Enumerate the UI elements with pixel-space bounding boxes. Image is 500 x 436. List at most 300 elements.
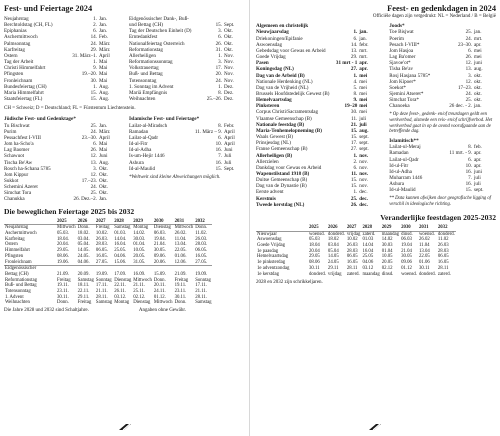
holiday-month: mei bbox=[474, 47, 482, 54]
holiday-month: okt. bbox=[474, 90, 482, 97]
holiday-name: Gebedsdag voor Gewas en Arbeid bbox=[256, 47, 326, 54]
table-cell: 26.11. bbox=[114, 289, 127, 295]
table-cell: 2028 bbox=[361, 225, 380, 231]
list-item bbox=[4, 196, 121, 202]
table-cell: 01.04. bbox=[133, 242, 146, 248]
table-cell: Buß- und Bettag bbox=[5, 283, 37, 289]
holiday-day: 8. bbox=[218, 122, 222, 129]
holiday-name: Berchtoldstag (CH, FL) bbox=[4, 22, 53, 29]
table-cell: 30.11 bbox=[309, 265, 320, 271]
table-cell: vrijdag bbox=[346, 231, 361, 237]
table-cell: 28.03. bbox=[95, 242, 108, 248]
table-cell: 21.11. bbox=[195, 289, 208, 295]
table-cell: 21.11. bbox=[133, 283, 146, 289]
table-cell: 20.04 bbox=[309, 248, 320, 254]
table-cell: donderd. bbox=[437, 231, 455, 237]
table-cell: 18.04 bbox=[309, 243, 320, 249]
holiday-month: sept. bbox=[474, 187, 484, 194]
islamic-list bbox=[129, 123, 246, 172]
table-cell: 30.03. bbox=[133, 236, 146, 242]
table-cell: vrijdag bbox=[327, 271, 342, 277]
holiday-month: Juni bbox=[99, 153, 108, 160]
table-cell: 11.02. bbox=[195, 231, 208, 237]
holiday-name: Maria-Tenhemelopneming (B) bbox=[256, 127, 322, 134]
table-cell: 10.02. bbox=[95, 231, 108, 237]
table-cell: 02.12 bbox=[381, 265, 393, 271]
holiday-day: 17. bbox=[215, 65, 222, 72]
table-cell: 13.04 bbox=[418, 248, 430, 254]
holiday-name: Corpus Christi/Sacramentsdag bbox=[256, 109, 319, 116]
table-cell: 26.03 bbox=[437, 243, 449, 249]
table-cell: 1e paasdag bbox=[257, 248, 279, 254]
holiday-name: Jom Kippur bbox=[4, 171, 29, 178]
table-cell: 15.09. bbox=[153, 271, 166, 277]
table-cell: Himmelfahrt bbox=[5, 248, 30, 254]
holiday-name: Jom ha-Scho'a bbox=[4, 141, 34, 148]
holiday-month: Okt. bbox=[224, 46, 233, 53]
holiday-name: Waals Gewest (B) bbox=[256, 134, 293, 141]
table-cell: 25.05. bbox=[114, 248, 127, 254]
table-cell: 14.02. bbox=[133, 231, 146, 237]
table-cell: 17.11. bbox=[95, 283, 108, 289]
holiday-day: 6. bbox=[468, 47, 472, 54]
holiday-month: Okt. bbox=[99, 165, 108, 172]
table-cell: 01.04 bbox=[381, 248, 393, 254]
german-holidays-col2 bbox=[125, 16, 246, 102]
holiday-name: Chanoeka bbox=[389, 103, 410, 110]
table-cell: 17.09. bbox=[114, 271, 127, 277]
table-cell: 03.12 bbox=[362, 265, 374, 271]
table-cell: Mittwoch bbox=[174, 225, 194, 231]
table-cell: Aswoensdag bbox=[257, 237, 282, 243]
table-cell: 28.03 bbox=[346, 248, 358, 254]
holiday-name: Sjemini Atseret* bbox=[389, 90, 424, 97]
holiday-month: okt. bbox=[474, 84, 482, 91]
holiday-month: Nov. bbox=[224, 77, 234, 84]
table-cell: 01.12. bbox=[153, 294, 166, 300]
table-cell: 05.04 bbox=[327, 248, 339, 254]
holiday-name: Wapenstilstand 1918 (B) bbox=[256, 171, 310, 177]
holiday-month: sept. bbox=[359, 146, 369, 153]
holiday-day: 24. bbox=[465, 35, 472, 42]
holiday-name: Chanukka bbox=[4, 196, 25, 203]
table-cell: 16.09. bbox=[133, 271, 146, 277]
holiday-month: Dez. bbox=[224, 89, 234, 96]
table-cell: Montag bbox=[133, 225, 149, 231]
table-cell: 05.03 bbox=[309, 237, 320, 243]
holiday-month: apr. bbox=[474, 41, 482, 48]
table-cell: Montag bbox=[114, 300, 130, 306]
holiday-name: Bundesfeiertag (CH) bbox=[4, 83, 47, 90]
holiday-month: juni bbox=[474, 168, 482, 175]
holiday-day: 13. bbox=[465, 66, 472, 73]
dutch-subtitle: Officiële dagen zijn vetgedrukt: NL = Nederland / B = België bbox=[372, 14, 496, 19]
holiday-month: Nov. bbox=[224, 52, 234, 59]
holiday-day: 25. bbox=[90, 122, 97, 129]
holiday-day: 7. bbox=[468, 175, 472, 181]
table-cell: 10.05 bbox=[381, 254, 393, 260]
table-cell: Freitag bbox=[77, 300, 92, 306]
holiday-name: Tag der Arbeit bbox=[4, 59, 34, 66]
holiday-month: Mai bbox=[99, 147, 108, 154]
holiday-month: Okt. bbox=[99, 190, 108, 197]
holiday-month: juni bbox=[474, 60, 482, 67]
general-section bbox=[256, 23, 386, 208]
table-cell: donderd. bbox=[327, 231, 345, 237]
table-cell: 2030 bbox=[400, 225, 418, 231]
table-cell: 2028 bbox=[113, 219, 132, 225]
table-cell: Sonntag bbox=[195, 277, 211, 283]
holiday-day: 2. bbox=[353, 158, 358, 165]
variable-title: Veranderlijke feestdagen 2025-2032 bbox=[380, 212, 496, 222]
dutch-title: Feest- en gedenkdagen in 2024 bbox=[387, 4, 496, 13]
holiday-day: 25.–26. bbox=[206, 96, 222, 103]
table-cell: 28.03. bbox=[195, 242, 208, 248]
holiday-day: 1. bbox=[353, 72, 358, 79]
table-row bbox=[256, 272, 456, 278]
table-cell: 08.06. bbox=[57, 253, 69, 259]
holiday-name: Mariä Empfängnis bbox=[129, 89, 168, 96]
table-cell: 11.02 bbox=[437, 237, 449, 243]
holiday-month: nov. bbox=[359, 164, 368, 171]
holiday-day: 19–20 bbox=[344, 103, 358, 110]
holiday-day: 26. bbox=[465, 54, 472, 61]
holiday-month: mei bbox=[359, 109, 367, 116]
holiday-day: 29. bbox=[90, 46, 97, 53]
holiday-month: Mai bbox=[99, 59, 108, 66]
table-cell: donderd. bbox=[418, 271, 436, 277]
holiday-month: April bbox=[99, 134, 110, 141]
table-cell: Dienstag bbox=[114, 277, 132, 283]
table-cell: Aschermittwoch bbox=[5, 231, 37, 237]
holiday-day: 1. bbox=[218, 83, 222, 90]
table-cell: 14.04 bbox=[362, 243, 374, 249]
table-cell: Bettag (CH) bbox=[5, 271, 29, 277]
table-cell: 06.05 bbox=[437, 254, 449, 260]
table-cell: 28.03 bbox=[437, 248, 449, 254]
table-cell: Reformationstag bbox=[5, 277, 37, 283]
table-cell: 27.05. bbox=[195, 259, 208, 265]
holiday-day: 26. Dez.–2. bbox=[73, 196, 97, 203]
holiday-day: 23–30. bbox=[457, 41, 472, 48]
holiday-day: 6. bbox=[468, 156, 472, 163]
table-cell: 13.04. bbox=[174, 242, 187, 248]
jewish-title: Jüdische Fest- und Gedenktage* bbox=[4, 116, 76, 123]
holiday-day: 12. bbox=[90, 171, 97, 178]
holiday-day: 6. bbox=[353, 35, 358, 42]
holiday-name: Allerheiligen bbox=[129, 52, 156, 59]
holiday-name: Reformationssonntag bbox=[129, 59, 173, 66]
holiday-name: Brussels Hoofdstedelijk Gewest (B) bbox=[256, 90, 330, 97]
holiday-day: 30. bbox=[90, 77, 97, 84]
holiday-name: Erntedankfest bbox=[129, 34, 158, 41]
table-cell: 1e pinksterdag bbox=[257, 260, 286, 266]
holiday-month: Okt. bbox=[99, 184, 108, 191]
holiday-day: 15. bbox=[90, 96, 97, 103]
table-cell: 21.04 bbox=[401, 248, 412, 254]
holiday-month: juli bbox=[474, 181, 481, 188]
table-cell: 15.06. bbox=[114, 259, 127, 265]
table-cell: 06.05. bbox=[195, 248, 208, 254]
holiday-name: Id-al-Fitr bbox=[129, 141, 148, 148]
holiday-month: Sept. bbox=[224, 165, 235, 172]
holiday-month: juli bbox=[359, 121, 367, 128]
table-cell: Samstag bbox=[114, 225, 131, 231]
table-cell: 16.05. bbox=[195, 253, 208, 259]
holiday-name: Allerheiligen (B) bbox=[256, 152, 293, 159]
holiday-name: Lag Baomer bbox=[4, 147, 30, 154]
table-cell: 30.05 bbox=[401, 254, 412, 260]
table-cell: Karfreitag bbox=[5, 236, 25, 242]
table-cell: woensd. bbox=[418, 231, 435, 237]
holiday-month: Okt. bbox=[99, 171, 108, 178]
table-cell: 1. Advent bbox=[5, 294, 24, 300]
holiday-name: Pinksteren bbox=[256, 103, 280, 110]
holiday-month: okt. bbox=[474, 97, 482, 104]
holiday-month: Aug. bbox=[99, 159, 110, 166]
table-cell: Donn. bbox=[195, 225, 208, 231]
table-cell: Weihnachten bbox=[5, 300, 30, 306]
table-cell: woensd. bbox=[309, 231, 325, 237]
holiday-month: mei bbox=[359, 103, 368, 110]
table-cell: Fronleichnam bbox=[5, 259, 32, 265]
holiday-day: 13. bbox=[350, 47, 358, 54]
holiday-name: Palmsonntag bbox=[4, 40, 31, 47]
holiday-name: Ramadan bbox=[389, 150, 409, 157]
holiday-month: Okt. bbox=[224, 34, 233, 41]
holiday-name: Tu Bischwat bbox=[4, 122, 30, 129]
table-cell: 24.11. bbox=[153, 289, 166, 295]
holiday-month: Mai bbox=[99, 77, 108, 84]
table-cell: 26.03. bbox=[95, 236, 108, 242]
islamic-nl-list bbox=[389, 144, 496, 193]
holiday-month: Juli bbox=[224, 153, 232, 160]
holiday-day: 27. bbox=[350, 66, 358, 73]
table-cell: 09.06. bbox=[153, 253, 166, 259]
holiday-day: 6. bbox=[93, 28, 97, 35]
table-cell: 28.11 bbox=[437, 265, 449, 271]
holiday-month: April bbox=[99, 52, 110, 59]
holiday-month: Sept. bbox=[224, 22, 235, 29]
leap-note: Die Jahre 2028 und 2032 sind Schaltjahre. bbox=[4, 308, 89, 314]
holiday-day: 10. bbox=[215, 141, 222, 148]
no-guarantee-note: Angaben ohne Gewähr. bbox=[138, 308, 186, 314]
holiday-name: Lailat-ul-Meraj bbox=[389, 144, 421, 151]
holiday-name: Sjavoe'ot* bbox=[389, 60, 411, 67]
table-cell: 12.06. bbox=[174, 259, 187, 265]
table-cell: 28.11. bbox=[195, 294, 208, 300]
holiday-name: Tweede kerstdag (NL) bbox=[256, 201, 305, 208]
holiday-month: aug. bbox=[359, 127, 369, 134]
table-cell: Ostern bbox=[5, 242, 18, 248]
table-cell: 18.02. bbox=[77, 231, 90, 237]
holiday-day: 15. bbox=[215, 165, 222, 172]
holiday-day: 13. bbox=[90, 159, 97, 166]
table-cell: 14.04. bbox=[114, 236, 127, 242]
table-cell: 29.05 bbox=[309, 254, 320, 260]
holiday-day: 15. bbox=[90, 89, 97, 96]
table-cell: 20.04. bbox=[57, 242, 69, 248]
holiday-name: Tisha Be'av bbox=[389, 66, 414, 73]
holiday-name: Id-ul-Fitr bbox=[389, 162, 409, 169]
table-cell: 26.03 bbox=[346, 243, 358, 249]
holiday-name: Purim bbox=[4, 128, 17, 135]
holiday-day: 5. bbox=[353, 84, 358, 91]
holiday-month: März bbox=[99, 46, 110, 53]
holiday-month: dec. bbox=[359, 189, 368, 196]
holiday-month: jan. bbox=[359, 35, 367, 42]
holiday-day: 9. bbox=[93, 65, 97, 72]
holiday-day: 12. bbox=[465, 78, 472, 85]
table-cell: Pfingsten bbox=[5, 253, 24, 259]
islamic-nl-note: ** Data kunnen afwijken door geografische ligging of verschil in ideologische richting. bbox=[389, 196, 491, 208]
holiday-month: April bbox=[224, 134, 235, 141]
table-cell: 18.11. bbox=[77, 283, 90, 289]
table-row bbox=[4, 300, 212, 306]
holiday-day: 14. bbox=[350, 41, 358, 48]
table-cell: Donn. bbox=[77, 225, 90, 231]
holiday-day: 6. bbox=[218, 34, 222, 41]
table-cell: 2025 bbox=[56, 219, 77, 225]
table-row bbox=[256, 266, 456, 272]
islamic-title: Islamische Fest- und Feiertage* bbox=[129, 116, 200, 123]
dutch-page bbox=[250, 0, 500, 436]
table-cell: Donn. bbox=[57, 300, 69, 306]
holiday-day: 1. bbox=[353, 189, 358, 196]
holiday-name: Soekot* bbox=[389, 84, 406, 91]
list-item bbox=[256, 202, 381, 208]
table-cell: Nieuwjaar bbox=[257, 231, 277, 237]
holiday-day: 19.–20. bbox=[81, 71, 97, 78]
holiday-month: mrt. bbox=[474, 35, 483, 42]
holiday-day: 29. bbox=[350, 54, 358, 61]
table-cell: Dienstag bbox=[133, 300, 151, 306]
holiday-name: Totensonntag bbox=[129, 77, 157, 84]
table-cell: 21.09. bbox=[57, 271, 69, 277]
table-cell: Neujahrstag bbox=[5, 225, 29, 231]
table-cell: Freitag bbox=[95, 225, 110, 231]
holiday-month: Juli bbox=[224, 159, 232, 166]
islamic-nl-title: Islamitisch** bbox=[389, 137, 419, 144]
table-cell: 25.11. bbox=[133, 289, 146, 295]
holiday-name: Dag van de Dynastie (B) bbox=[256, 183, 307, 190]
holiday-name: Pessachfest I-VIII bbox=[4, 134, 41, 141]
holiday-name: Jom Hasjoa bbox=[389, 47, 414, 54]
holiday-name: Schemini Azeret bbox=[4, 184, 38, 191]
holiday-name: Epiphanias bbox=[4, 28, 27, 35]
holiday-month: apr. bbox=[359, 66, 368, 73]
table-cell: 2027 bbox=[346, 225, 362, 231]
holiday-month: Febr. bbox=[224, 122, 235, 129]
table-cell: 03.04 bbox=[327, 243, 339, 249]
movable-title: Die beweglichen Feiertage 2025 bis 2032 bbox=[4, 206, 135, 216]
holiday-month: Dez. bbox=[224, 83, 234, 90]
holiday-day: 3. bbox=[468, 72, 472, 79]
table-cell: 23.11. bbox=[57, 289, 69, 295]
holiday-name: Neujahrstag bbox=[4, 16, 29, 22]
table-cell: 2029 bbox=[132, 219, 153, 225]
table-cell: 18.04. bbox=[57, 236, 69, 242]
holiday-month: Aug. bbox=[99, 83, 110, 90]
holiday-day: 14. bbox=[90, 34, 97, 41]
holiday-day: 1. bbox=[353, 29, 358, 36]
german-holiday-columns bbox=[4, 16, 246, 102]
holiday-day: 24. bbox=[215, 77, 222, 84]
holiday-name: Simchat Tora bbox=[4, 190, 32, 197]
holiday-name: Driekoningen/Epifanie bbox=[256, 35, 303, 42]
holiday-month: okt. bbox=[474, 72, 482, 79]
holiday-name: Lag Ba'omer bbox=[389, 54, 416, 61]
table-cell: 21.04. bbox=[153, 242, 166, 248]
jewish-nl-note: * Op deze feest-, gedenk- en/of treurdagen geldt een werkverbod, alsmede een reis- en/of schrijfverbod. Het werkverbod gaat in op de avond voorafgaande aan de betreffende dag. bbox=[389, 112, 493, 135]
movable-table bbox=[4, 219, 212, 307]
variable-table bbox=[256, 225, 456, 277]
holiday-name: Ashura bbox=[129, 159, 144, 166]
holiday-name: Dankdag voor Gewas en Arbeid bbox=[256, 164, 322, 171]
table-cell: 04.06. bbox=[114, 253, 127, 259]
holiday-day: 6. bbox=[93, 141, 97, 148]
holiday-day: 26. bbox=[215, 40, 222, 47]
table-cell: 03.12. bbox=[114, 294, 127, 300]
table-cell: 04.06. bbox=[77, 259, 90, 265]
holiday-day: 21. bbox=[350, 121, 358, 128]
table-cell: 30.11. bbox=[57, 294, 69, 300]
table-cell: 22.05 bbox=[418, 254, 430, 260]
holiday-day: 25. bbox=[465, 29, 472, 36]
holiday-month: sept. bbox=[359, 140, 369, 147]
holiday-month: dec. bbox=[359, 201, 368, 208]
general-title: Algemeen en christelijk bbox=[256, 23, 309, 29]
holiday-day: 12. bbox=[90, 153, 97, 160]
holiday-name: Aschermittwoch bbox=[4, 34, 38, 41]
table-cell: Freitag bbox=[57, 277, 71, 283]
table-cell: dinsd. bbox=[401, 231, 413, 237]
holiday-day: 16. bbox=[465, 168, 472, 175]
holiday-day: 11 mrt. - 9. bbox=[449, 150, 472, 157]
table-cell: 27.05. bbox=[95, 259, 108, 265]
table-cell: 14.05 bbox=[327, 254, 339, 260]
table-cell: maandag bbox=[362, 271, 380, 277]
holiday-day: 24. bbox=[90, 40, 97, 47]
holiday-day: 8. bbox=[218, 89, 222, 96]
table-cell: Donn. bbox=[153, 277, 166, 283]
holiday-day: 23.–30. bbox=[81, 134, 97, 141]
holiday-month: Juni bbox=[224, 147, 233, 154]
holiday-day: 8. bbox=[353, 90, 358, 97]
table-cell: 26.02 bbox=[418, 237, 430, 243]
holiday-month: Nov. bbox=[224, 71, 234, 78]
holiday-day: 27. bbox=[350, 146, 358, 153]
holiday-day: 24. bbox=[90, 128, 97, 135]
table-cell: Samstag bbox=[77, 277, 94, 283]
table-cell: 2025 bbox=[308, 225, 327, 231]
holiday-day: 25. bbox=[465, 97, 472, 104]
table-cell: 23.11. bbox=[174, 289, 187, 295]
table-cell: 2031 bbox=[418, 225, 437, 231]
holiday-name: Pasen bbox=[256, 60, 269, 67]
holiday-day: 16. bbox=[465, 181, 472, 188]
holiday-day: 15. bbox=[350, 134, 358, 141]
holiday-month: apr. bbox=[359, 60, 368, 67]
holiday-name: Id-ul-Maulid bbox=[389, 187, 416, 194]
holiday-name: Koningsdag (NL) bbox=[256, 66, 294, 73]
holiday-day: 15. bbox=[350, 177, 358, 184]
holiday-day: 1. bbox=[353, 152, 358, 159]
holiday-month: Jan. bbox=[99, 16, 108, 22]
table-cell: 29.11 bbox=[327, 265, 339, 271]
table-cell: 24.05 bbox=[327, 260, 339, 266]
table-cell: donderd. bbox=[309, 271, 326, 277]
